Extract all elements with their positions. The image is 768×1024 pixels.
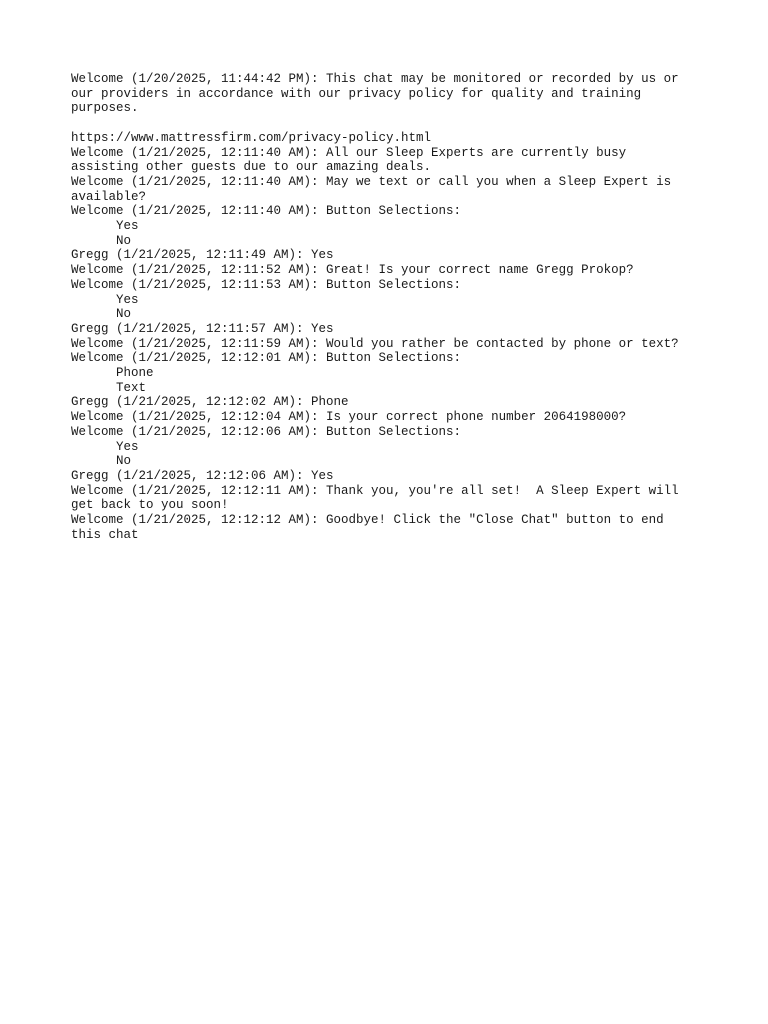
option-yes: Yes [116, 219, 139, 234]
privacy-notice: Welcome (1/20/2025, 11:44:42 PM): This chat may be monitored or recorded by us or our providers in accordance with our privacy policy for quality and training purposes. [71, 72, 687, 116]
chat-transcript [71, 72, 691, 542]
option-yes: Yes [116, 292, 139, 307]
message-agents-busy: Welcome (1/21/2025, 12:11:40 AM): All our Sleep Experts are currently busy assisting other guests due to our amazing deals. [71, 145, 634, 175]
message-button-selections: Welcome (1/21/2025, 12:12:01 AM): Button Selections: [71, 351, 462, 366]
message-contact-request: Welcome (1/21/2025, 12:11:40 AM): May we text or call you when a Sleep Expert is available? [71, 174, 679, 204]
option-text: Text [116, 380, 147, 395]
privacy-policy-link[interactable]: https://www.mattressfirm.com/privacy-policy.html [71, 130, 432, 145]
message-user-reply: Gregg (1/21/2025, 12:11:49 AM): Yes [71, 248, 334, 263]
option-no: No [116, 454, 132, 469]
option-phone: Phone [116, 366, 154, 381]
message-button-selections: Welcome (1/21/2025, 12:12:06 AM): Button Selections: [71, 424, 462, 439]
message-name-confirm: Welcome (1/21/2025, 12:11:52 AM): Great! Is your correct name Gregg Prokop? [71, 263, 634, 278]
option-yes: Yes [116, 439, 139, 454]
option-no: No [116, 233, 132, 248]
message-contact-method: Welcome (1/21/2025, 12:11:59 AM): Would you rather be contacted by phone or text? [71, 336, 679, 351]
message-user-reply: Gregg (1/21/2025, 12:12:06 AM): Yes [71, 468, 334, 483]
option-no: No [116, 307, 132, 322]
message-user-reply: Gregg (1/21/2025, 12:12:02 AM): Phone [71, 395, 349, 410]
message-button-selections: Welcome (1/21/2025, 12:11:53 AM): Button Selections: [71, 277, 462, 292]
spacer [71, 116, 691, 131]
message-phone-confirm: Welcome (1/21/2025, 12:12:04 AM): Is your correct phone number 2064198000? [71, 410, 627, 425]
message-button-selections: Welcome (1/21/2025, 12:11:40 AM): Button Selections: [71, 204, 462, 219]
message-goodbye: Welcome (1/21/2025, 12:12:12 AM): Goodbye! Click the "Close Chat" button to end this chat [71, 513, 672, 542]
message-all-set: Welcome (1/21/2025, 12:12:11 AM): Thank you, you're all set! A Sleep Expert will get back to you soon! [71, 483, 687, 513]
message-user-reply: Gregg (1/21/2025, 12:11:57 AM): Yes [71, 321, 334, 336]
